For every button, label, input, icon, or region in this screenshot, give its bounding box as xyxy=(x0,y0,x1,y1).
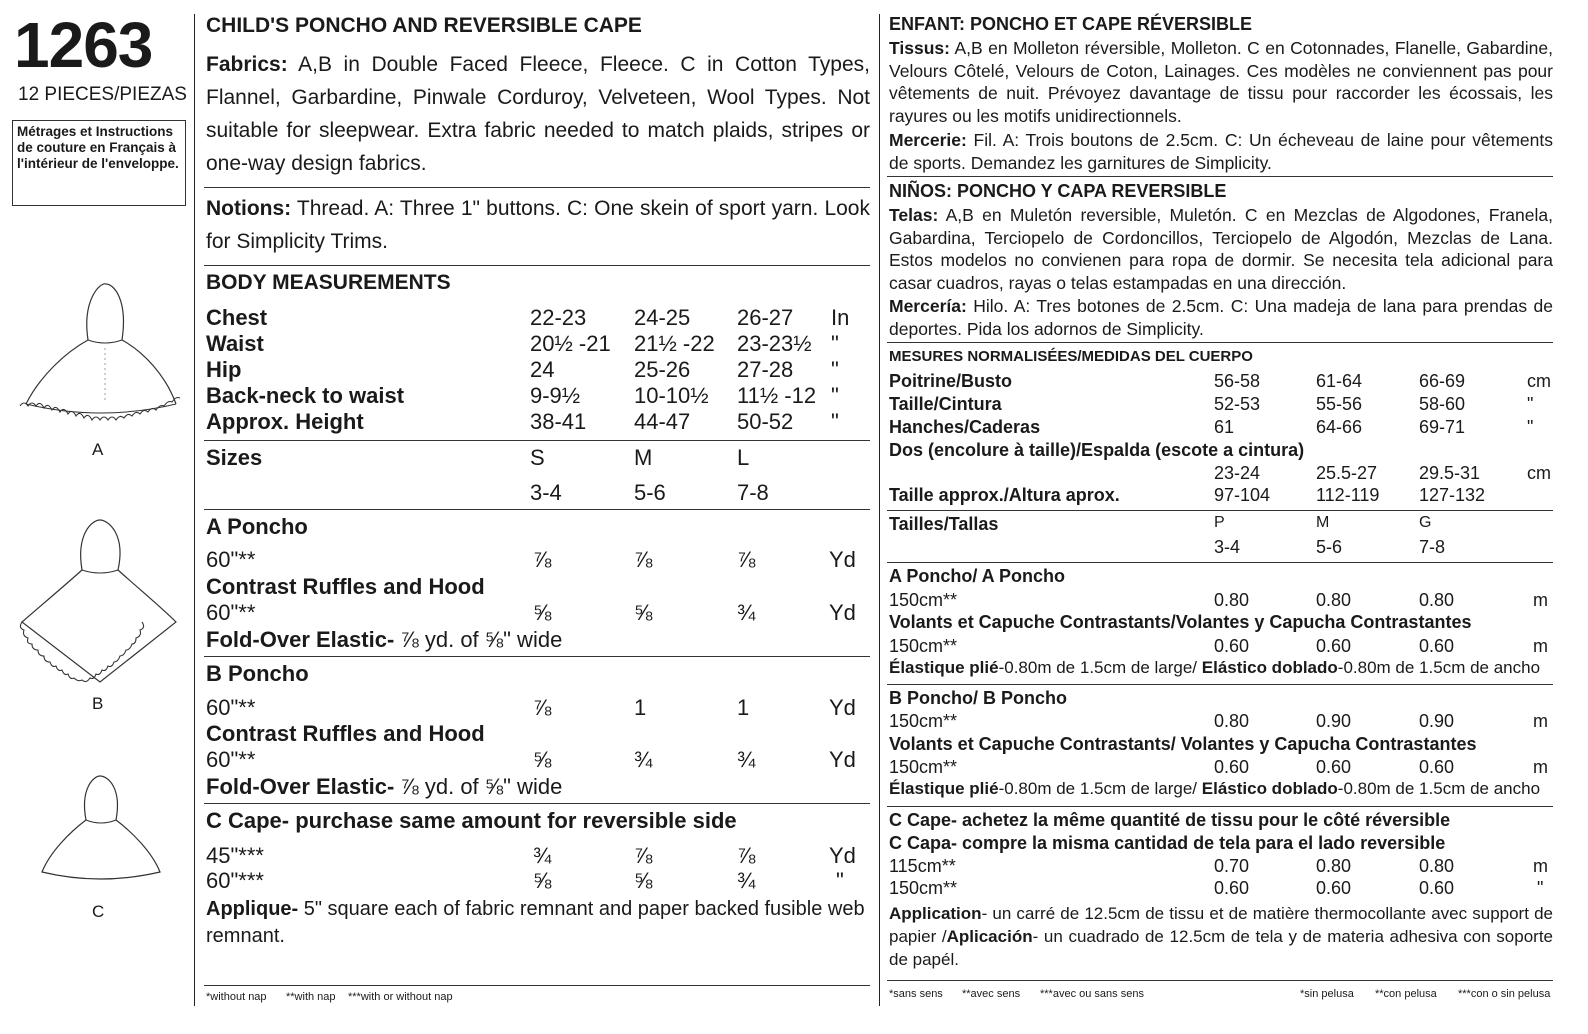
divider xyxy=(887,806,1553,807)
a-poncho-width: 60"** xyxy=(206,547,256,572)
b-poncho-title: B Poncho xyxy=(206,661,309,686)
fr-c-width-2: 150cm** xyxy=(889,878,958,898)
c-cape-width-2: 60"*** xyxy=(206,868,264,893)
measurement-value: 25-26 xyxy=(634,357,691,382)
a-poncho-title: A Poncho xyxy=(206,514,308,539)
metric-measurement-value: cm xyxy=(1527,371,1551,391)
metric-measurement-value: 55-56 xyxy=(1316,394,1363,414)
spanish-telas xyxy=(889,204,1553,294)
spanish-merceria xyxy=(889,295,1553,340)
fr-c-width-1: 115cm** xyxy=(889,856,956,876)
application-fr-label: Application xyxy=(889,904,982,923)
fr-c-meters-2-g: 0.60 xyxy=(1419,878,1455,898)
size-range-s: 3-4 xyxy=(530,480,562,505)
divider xyxy=(887,980,1553,981)
divider xyxy=(204,803,870,804)
measurement-value: 10-10½ xyxy=(634,383,709,408)
fr-a-contrast-p: 0.60 xyxy=(1214,636,1250,656)
view-a-illustration xyxy=(16,280,184,440)
b-contrast-yardage-s: ⅝ xyxy=(533,747,552,772)
taille-range-m: 5-6 xyxy=(1316,537,1343,557)
telas-label: Telas: xyxy=(889,205,939,225)
fr-c-unit-1: m xyxy=(1533,856,1548,876)
measurement-label: Hip xyxy=(206,357,242,382)
c-cape-yardage-1-s: ¾ xyxy=(533,843,552,868)
a-elastic xyxy=(206,627,562,653)
footnote-con-o-sin-pelusa: ***con o sin pelusa xyxy=(1458,988,1551,1000)
measurement-value: " xyxy=(831,409,839,434)
application-fr-text: - un carré de 12.5cm de tissu et de matière thermocollante avec support de papier / xyxy=(889,904,1553,946)
piece-count: 12 PIECES/PIEZAS xyxy=(18,84,187,105)
measurement-value: 44-47 xyxy=(634,409,691,434)
measurement-value: " xyxy=(831,331,839,356)
size-l: L xyxy=(737,445,750,470)
b-elastic-text: ⅞ yd. of ⅝" wide xyxy=(400,774,563,799)
measurement-value: 27-28 xyxy=(737,357,794,382)
footnote-with-nap: **with nap xyxy=(286,991,336,1003)
fabrics-text: A,B in Double Faced Fleece, Fleece. C in Cotton Types, Flannel, Garbardine, Pinwale Corduroy, Velveteen, Wool Types. Not suitable for sleepwear. Extra fabric needed to match plaids, stripes or one-way design fabrics. xyxy=(206,53,870,175)
b-poncho-unit: Yd xyxy=(829,695,856,720)
fr-a-width: 150cm** xyxy=(889,590,958,610)
fr-b-unit: m xyxy=(1533,711,1548,731)
french-instructions-note: Métrages et Instructions de couture en Français à l'intérieur de l'enveloppe. xyxy=(12,120,186,206)
fr-c-meters-2-m: 0.60 xyxy=(1316,878,1352,898)
a-poncho-unit: Yd xyxy=(829,547,856,572)
column-divider-left xyxy=(194,14,195,1006)
c-cape-unit-1: Yd xyxy=(829,843,856,868)
fr-a-contrast-title: Volants et Capuche Contrastants/Volantes y Capucha Contrastantes xyxy=(889,612,1472,632)
fr-b-meters-m: 0.90 xyxy=(1316,711,1352,731)
dos-value-2: 25.5-27 xyxy=(1316,463,1378,483)
a-contrast-title: Contrast Ruffles and Hood xyxy=(206,574,485,599)
height-value-2: 112-119 xyxy=(1316,485,1380,505)
fr-b-poncho-title: B Poncho/ B Poncho xyxy=(889,688,1067,708)
measurement-value: 22-23 xyxy=(530,305,587,330)
english-title: CHILD'S PONCHO AND REVERSIBLE CAPE xyxy=(206,14,642,37)
fr-b-contrast-unit: m xyxy=(1533,757,1548,777)
mercerie-text: Fil. A: Trois boutons de 2.5cm. C: Un écheveau de laine pour vêtements de sports. Demandez les garnitures de Simplicity. xyxy=(889,130,1553,173)
merceria-label: Mercería: xyxy=(889,296,967,316)
fr-a-contrast-unit: m xyxy=(1533,636,1548,656)
measurement-value: 24-25 xyxy=(634,305,691,330)
height-value-1: 97-104 xyxy=(1214,485,1271,505)
taille-range-p: 3-4 xyxy=(1214,537,1241,557)
metric-measurement-value: 69-71 xyxy=(1419,417,1466,437)
measurement-value: 38-41 xyxy=(530,409,587,434)
b-contrast-width: 60"** xyxy=(206,747,256,772)
dos-label: Dos (encolure à taille)/Espalda (escote a cintura) xyxy=(889,440,1305,460)
a-contrast-yardage-m: ⅝ xyxy=(634,600,653,625)
metric-measurement-value: 61-64 xyxy=(1316,371,1363,391)
c-cape-yardage-1-m: ⅞ xyxy=(634,843,653,868)
measurement-value: " xyxy=(831,383,839,408)
taille-p: P xyxy=(1214,514,1225,531)
divider xyxy=(204,656,870,657)
fr-a-meters-m: 0.80 xyxy=(1316,590,1352,610)
fr-a-meters-g: 0.80 xyxy=(1419,590,1455,610)
c-cape-width-1: 45"*** xyxy=(206,843,264,868)
b-contrast-title: Contrast Ruffles and Hood xyxy=(206,721,485,746)
c-cape-unit-2: " xyxy=(836,868,844,893)
measurement-label: Chest xyxy=(206,305,268,330)
measurement-value: In xyxy=(831,305,850,330)
fr-c-cape-title: C Cape- achetez la même quantité de tissu pour le côté réversible xyxy=(889,810,1451,830)
fr-a-elastic-fr-label: Élastique plié xyxy=(889,658,999,677)
footnote-sin-pelusa: *sin pelusa xyxy=(1300,988,1354,1000)
taille-g: G xyxy=(1419,514,1432,531)
c-cape-yardage-2-m: ⅝ xyxy=(634,868,653,893)
size-s: S xyxy=(530,445,545,470)
divider xyxy=(887,342,1553,343)
size-range-m: 5-6 xyxy=(634,480,666,505)
divider xyxy=(887,510,1553,511)
height-label: Taille approx./Altura aprox. xyxy=(889,485,1120,505)
english-notions xyxy=(206,192,870,258)
divider xyxy=(887,684,1553,685)
b-elastic xyxy=(206,774,562,800)
measurement-value: 23-23½ xyxy=(737,331,812,356)
applique-text: 5" square each of fabric remnant and paper backed fusible web remnant. xyxy=(206,898,865,947)
merceria-text: Hilo. A: Tres botones de 2.5cm. C: Una madeja de lana para prendas de deportes. Pida los adornos de Simplicity. xyxy=(889,296,1553,339)
dos-value-3: 29.5-31 xyxy=(1419,463,1481,483)
b-elastic-label: Fold-Over Elastic- xyxy=(206,774,395,799)
fr-b-contrast-width: 150cm** xyxy=(889,757,958,777)
french-tissus xyxy=(889,37,1553,127)
measurement-value: 9-9½ xyxy=(530,383,581,408)
fr-b-contrast-m: 0.60 xyxy=(1316,757,1352,777)
fr-b-elastic-es-label: Elástico doblado xyxy=(1201,779,1338,798)
fr-b-meters-g: 0.90 xyxy=(1419,711,1455,731)
c-cape-yardage-1-l: ⅞ xyxy=(737,843,756,868)
size-m: M xyxy=(634,445,653,470)
measurement-label: Approx. Height xyxy=(206,409,364,434)
column-divider-right xyxy=(879,14,880,1006)
view-b-illustration xyxy=(16,518,184,688)
fr-c-meters-1-g: 0.80 xyxy=(1419,856,1455,876)
measures-title: MESURES NORMALISÉES/MEDIDAS DEL CUERPO xyxy=(889,348,1253,365)
fr-c-meters-1-m: 0.80 xyxy=(1316,856,1352,876)
b-poncho-yardage-m: 1 xyxy=(634,695,647,720)
fr-b-contrast-g: 0.60 xyxy=(1419,757,1455,777)
fr-b-width: 150cm** xyxy=(889,711,958,731)
notions-text: Thread. A: Three 1" buttons. C: One skein of sport yarn. Look for Simplicity Trims. xyxy=(206,197,870,253)
c-cape-title: C Cape- purchase same amount for reversible side xyxy=(206,808,737,833)
measurement-value: 26-27 xyxy=(737,305,794,330)
metric-measurement-value: 66-69 xyxy=(1419,371,1466,391)
view-c-illustration xyxy=(30,774,170,884)
application-note xyxy=(889,902,1553,971)
footnote-with-or-without-nap: ***with or without nap xyxy=(348,991,453,1003)
fr-a-contrast-g: 0.60 xyxy=(1419,636,1455,656)
fr-c-unit-2: " xyxy=(1537,878,1544,898)
fr-a-meters-p: 0.80 xyxy=(1214,590,1250,610)
pattern-number: 1263 xyxy=(14,9,153,81)
a-contrast-yardage-l: ¾ xyxy=(737,600,756,625)
fr-b-elastic xyxy=(889,779,1540,799)
b-poncho-yardage-s: ⅞ xyxy=(533,695,552,720)
metric-measurement-value: " xyxy=(1527,417,1534,437)
sizes-label: Sizes xyxy=(206,445,263,470)
french-mercerie xyxy=(889,129,1553,174)
divider xyxy=(204,265,870,266)
divider xyxy=(204,985,870,986)
body-measurements-title: BODY MEASUREMENTS xyxy=(206,271,451,294)
fr-a-elastic xyxy=(889,658,1540,678)
divider xyxy=(204,187,870,188)
a-elastic-label: Fold-Over Elastic- xyxy=(206,627,395,652)
fr-a-elastic-es-label: Elástico doblado xyxy=(1201,658,1338,677)
applique-label: Applique- xyxy=(206,898,299,920)
fr-a-contrast-width: 150cm** xyxy=(889,636,958,656)
fr-a-poncho-title: A Poncho/ A Poncho xyxy=(889,566,1065,586)
measurement-value: 11½ -12 xyxy=(737,383,817,408)
footnote-avec-ou-sans-sens: ***avec ou sans sens xyxy=(1040,988,1144,1000)
measurement-value: 24 xyxy=(530,357,555,382)
a-contrast-yardage-s: ⅝ xyxy=(533,600,552,625)
fr-c-meters-2-p: 0.60 xyxy=(1214,878,1250,898)
measurement-label: Back-neck to waist xyxy=(206,383,405,408)
divider xyxy=(204,509,870,510)
size-range-l: 7-8 xyxy=(737,480,769,505)
fr-b-elastic-fr-label: Élastique plié xyxy=(889,779,999,798)
measurement-value: 50-52 xyxy=(737,409,794,434)
metric-measurement-value: 52-53 xyxy=(1214,394,1261,414)
fr-b-contrast-title: Volants et Capuche Contrastants/ Volantes y Capucha Contrastantes xyxy=(889,734,1477,754)
view-c-label: C xyxy=(92,902,105,921)
divider xyxy=(887,176,1553,177)
taille-range-g: 7-8 xyxy=(1419,537,1446,557)
a-contrast-unit: Yd xyxy=(829,600,856,625)
divider xyxy=(887,562,1553,563)
footnote-without-nap: *without nap xyxy=(206,991,267,1003)
footnote-sans-sens: *sans sens xyxy=(889,988,943,1000)
metric-measurement-label: Hanches/Caderas xyxy=(889,417,1041,437)
french-title: ENFANT: PONCHO ET CAPE RÉVERSIBLE xyxy=(889,14,1253,34)
footnote-con-pelusa: **con pelusa xyxy=(1375,988,1437,1000)
metric-measurement-value: 64-66 xyxy=(1316,417,1363,437)
tissus-label: Tissus: xyxy=(889,38,950,58)
measurement-value: 21½ -22 xyxy=(634,331,715,356)
metric-measurement-value: " xyxy=(1527,394,1534,414)
a-elastic-text: ⅞ yd. of ⅝" wide xyxy=(400,627,563,652)
fr-a-elastic-fr-text: -0.80m de 1.5cm de large/ xyxy=(998,658,1202,677)
spanish-title: NIÑOS: PONCHO Y CAPA REVERSIBLE xyxy=(889,181,1227,201)
measurement-label: Waist xyxy=(206,331,264,356)
application-es-text: - un cuadrado de 12.5cm de tela y de materia adhesiva con soporte de papél. xyxy=(889,927,1553,969)
metric-measurement-value: 61 xyxy=(1214,417,1235,437)
fr-a-unit: m xyxy=(1533,590,1548,610)
c-cape-yardage-2-s: ⅝ xyxy=(533,868,552,893)
a-poncho-yardage-s: ⅞ xyxy=(533,547,552,572)
view-b-label: B xyxy=(92,694,104,713)
a-poncho-yardage-m: ⅞ xyxy=(634,547,653,572)
dos-unit: cm xyxy=(1527,463,1551,483)
telas-text: A,B en Muletón reversible, Muletón. C en Mezclas de Algodones, Franela, Gabardina, Terciopelo de Cordoncillos, Terciopelo de Algodón, Mezclas de Lana. Estos modelos no convienen para ropa de dormir. Se necesita tela adicional para casar cuadros, rayas o telas estampadas en una dirección. xyxy=(889,205,1553,293)
b-contrast-yardage-m: ¾ xyxy=(634,747,653,772)
height-value-3: 127-132 xyxy=(1419,485,1486,505)
c-cape-yardage-2-l: ¾ xyxy=(737,868,756,893)
fabrics-label: Fabrics: xyxy=(206,53,288,76)
fr-a-elastic-es-text: -0.80m de 1.5cm de ancho xyxy=(1337,658,1541,677)
a-contrast-width: 60"** xyxy=(206,600,256,625)
fr-b-elastic-es-text: -0.80m de 1.5cm de ancho xyxy=(1337,779,1541,798)
measurement-value: 20½ -21 xyxy=(530,331,611,356)
dos-value-1: 23-24 xyxy=(1214,463,1261,483)
view-a-label: A xyxy=(92,440,104,459)
b-poncho-width: 60"** xyxy=(206,695,256,720)
taille-m: M xyxy=(1316,514,1330,531)
application-es-label: Aplicación xyxy=(946,927,1033,946)
applique-note xyxy=(206,896,870,950)
fr-a-contrast-m: 0.60 xyxy=(1316,636,1352,656)
b-poncho-yardage-l: 1 xyxy=(737,695,750,720)
fr-c-meters-1-p: 0.70 xyxy=(1214,856,1250,876)
metric-measurement-value: 56-58 xyxy=(1214,371,1261,391)
fr-b-elastic-fr-text: -0.80m de 1.5cm de large/ xyxy=(998,779,1202,798)
measurement-value: " xyxy=(831,357,839,382)
fr-b-contrast-p: 0.60 xyxy=(1214,757,1250,777)
english-fabrics xyxy=(206,48,870,180)
metric-measurement-label: Taille/Cintura xyxy=(889,394,1002,414)
notions-label: Notions: xyxy=(206,197,292,220)
b-contrast-unit: Yd xyxy=(829,747,856,772)
footnote-avec-sens: **avec sens xyxy=(962,988,1021,1000)
fr-b-meters-p: 0.80 xyxy=(1214,711,1250,731)
metric-measurement-value: 58-60 xyxy=(1419,394,1466,414)
tissus-text: A,B en Molleton réversible, Molleton. C en Cotonnades, Flanelle, Gabardine, Velours Côtelé, Velours de Coton, Lainages. Ces modèles ne conviennent pas pour vêtements de nuit. Prévoyez davantage de tissu pour raccorder les écossais, les rayures ou les motifs unidirectionnels. xyxy=(889,38,1553,126)
a-poncho-yardage-l: ⅞ xyxy=(737,547,756,572)
mercerie-label: Mercerie: xyxy=(889,130,967,150)
b-contrast-yardage-l: ¾ xyxy=(737,747,756,772)
divider xyxy=(204,440,870,441)
tailles-label: Tailles/Tallas xyxy=(889,514,999,534)
es-c-cape-title: C Capa- compre la misma cantidad de tela para el lado reversible xyxy=(889,833,1446,853)
metric-measurement-label: Poitrine/Busto xyxy=(889,371,1013,391)
